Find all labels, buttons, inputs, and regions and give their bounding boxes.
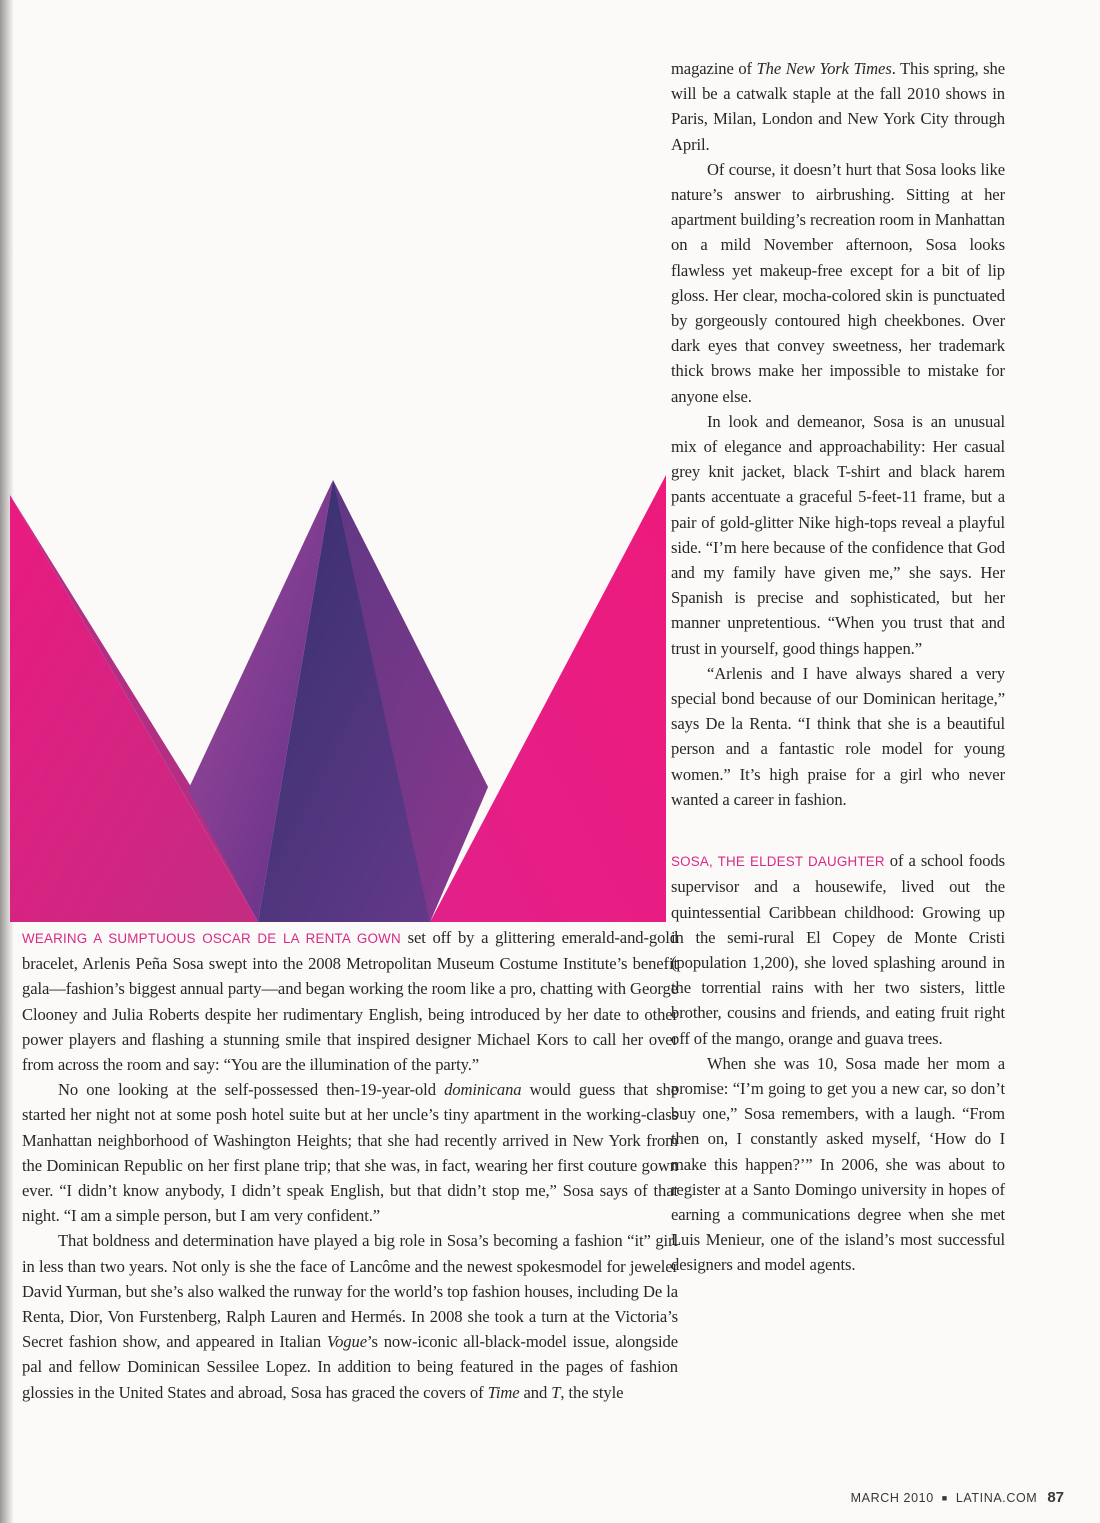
paragraph-text: of a school foods supervisor and a housewife, lived out the quintessential Caribbean childhood: Growing up in the semi-rural El Copey de Monte Cristi (population 1,200), she loved splashing around in the torrential rains with her two sisters, little brother, cousins and friends, and eating fruit right off of the mango, orange and guava trees. [671,851,1005,1048]
italic-word: dominicana [444,1080,522,1100]
opening-lead-in: WEARING A SUMPTUOUS OSCAR DE LA RENTA GOWN [22,931,401,946]
pink-right-triangle [430,475,666,922]
text-run: ’s now-iconic all-black-model issue, alongside pal and fellow Dominican Sessilee Lopez. In addition to being featured in the pages of fashion glossies in the United States and abroad, Sosa has graced the covers of [22,1332,678,1402]
right-text-column [671,56,1005,1278]
paragraph: When she was 10, Sosa made her mom a promise: “I’m going to get you a new car, so don’t buy one,” Sosa remembers, with a laugh. “From then on, I constantly asked myself, ‘How do I make this happen?’” In 2006, she was about to register at a Santo Domingo university in hopes of earning a communications degree when she met Luis Menieur, one of the island’s most successful designers and model agents. [671,1053,1005,1275]
section-lead-in: SOSA, THE ELDEST DAUGHTER [671,854,885,870]
text-run: and [519,1382,552,1402]
paragraph [22,1228,678,1404]
geometric-m-artwork [10,475,666,922]
paragraph: In look and demeanor, Sosa is an unusual mix of elegance and approachability: Her casual grey knit jacket, black T-shirt and black harem pants accentuate a graceful 5-feet-11 frame, but a pair of gold-glitter Nike high-tops reveal a playful side. “I’m here because of the confidence that God and my family have given me,” she says. Her Spanish is precise and sophisticated, but her manner unpretentious. “When you trust that and trust in yourself, good things happen.” [671,411,1005,658]
paragraph [22,1077,678,1228]
page-number: 87 [1047,1489,1064,1506]
italic-title: Time [487,1382,520,1402]
text-run: No one looking at the self-possessed then-19-year-old [58,1080,445,1100]
italic-title: The New York Times [756,59,892,78]
text-run: That boldness and determination have played a big role in Sosa’s becoming a fashion “it” girl in less than two years. Not only is she the face of Lancôme and the newest spokesmodel for jeweler David Yurman, but she’s also walked the runway for the world’s top fashion houses, including De la Renta, Dior, Von Furstenberg, Ralph Lauren and Hermés. In 2008 she took a turn at the Victoria’s Secret fashion show, and appeared in Italian [22,1231,678,1352]
text-run: would guess that she started her night not at some posh hotel suite but at her uncle’s tiny apartment in the working-class Manhattan neighborhood of Washington Heights; that she had recently arrived in New York from the Dominican Republic on her first plane trip; that she was, in fact, wearing her first couture gown ever. “I didn’t know anybody, I didn’t speak English, but that didn’t stop me,” Sosa says of that night. “I am a simple person, but I am very confident.” [22,1080,678,1226]
paragraph: magazine of The New York Times. This spring, she will be a catwalk staple at the fall 2010 shows in Paris, Milan, London and New York City through April. [671,59,1005,154]
page-footer [851,1489,1064,1506]
paragraph-text: set off by a glittering emerald-and-gold bracelet, Arlenis Peña Sosa swept into the 2008 Metropolitan Museum Costume Institute’s benefit gala—fashion’s biggest annual party—and began working the room like a pro, chatting with George Clooney and Julia Roberts despite her rudimentary English, being introduced by her date to other power players and flashing a stunning smile that inspired designer Michael Kors to call her over from across the room and say: “You are the illumination of the party.” [22,928,678,1075]
footer-separator: ■ [941,1493,948,1503]
opening-paragraph [22,925,678,1077]
left-text-column [22,925,678,1405]
italic-title: Vogue [326,1332,367,1352]
website: LATINA.COM [955,1491,1038,1505]
paragraph: “Arlenis and I have always shared a very special bond because of our Dominican heritage,” says De la Renta. “I think that she is a beautiful person and a fantastic role model for young women.” It’s high praise for a girl who never wanted a career in fashion. [671,663,1005,809]
italic-title: T [551,1382,561,1402]
paragraph: Of course, it doesn’t hurt that Sosa looks like nature’s answer to airbrushing. Sitting at her apartment building’s recreation room in Manhattan on a mild November afternoon, Sosa looks flawless yet makeup-free except for a bit of lip gloss. Her clear, mocha-colored skin is punctuated by gorgeously contoured high cheekbones. Over dark eyes that convey sweetness, her trademark thick brows make her impossible to mistake for anyone else. [671,159,1005,406]
text-run: , the style [560,1382,624,1402]
section-lead-paragraph [671,848,1005,1051]
issue-date: MARCH 2010 [850,1491,934,1505]
